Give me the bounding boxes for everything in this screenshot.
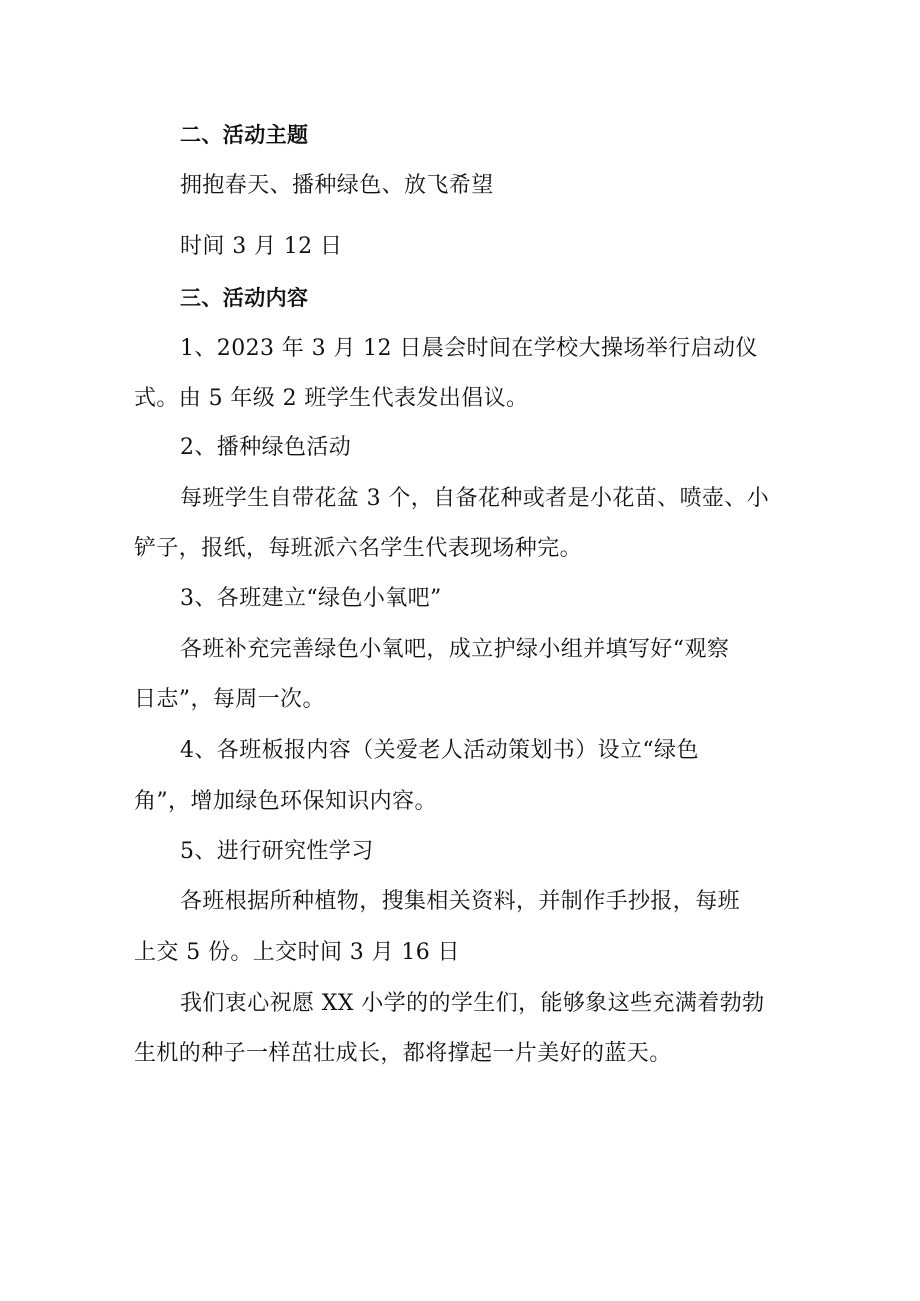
item2-title: 2、播种绿色活动 — [180, 435, 352, 460]
closing-line2: 生机的种子一样茁壮成长，都将撑起一片美好的蓝天。 — [134, 1041, 672, 1066]
item3-line1: 各班补充完善绿色小氧吧，成立护绿小组并填写好“观察 — [180, 637, 730, 662]
item3-title: 3、各班建立“绿色小氧吧” — [180, 586, 442, 611]
item1-line1: 1、2023 年 3 月 12 日晨会时间在学校大操场举行启动仪 — [180, 336, 758, 361]
item1-line2: 式。由 5 年级 2 班学生代表发出倡议。 — [134, 386, 529, 411]
item2-line1: 每班学生自带花盆 3 个，自备花种或者是小花苗、喷壶、小 — [180, 486, 770, 511]
item4-line2: 角”，增加绿色环保知识内容。 — [134, 789, 437, 814]
item5-line2: 上交 5 份。上交时间 3 月 16 日 — [134, 940, 460, 965]
item4-line1: 4、各班板报内容（关爱老人活动策划书）设立“绿色 — [180, 738, 699, 763]
item5-title: 5、进行研究性学习 — [180, 839, 374, 864]
item5-line1: 各班根据所种植物，搜集相关资料，并制作手抄报，每班 — [180, 889, 741, 914]
time-text: 时间 3 月 12 日 — [180, 234, 343, 259]
section-heading-theme: 二、活动主题 — [180, 123, 309, 147]
theme-text: 拥抱春天、播种绿色、放飞希望 — [180, 173, 494, 198]
section-heading-content: 三、活动内容 — [180, 286, 309, 310]
item2-line2: 铲子，报纸，每班派六名学生代表现场种完。 — [134, 536, 583, 561]
item3-line2: 日志”，每周一次。 — [134, 687, 325, 712]
closing-line1: 我们衷心祝愿 XX 小学的的学生们，能够象这些充满着勃勃 — [180, 991, 765, 1016]
